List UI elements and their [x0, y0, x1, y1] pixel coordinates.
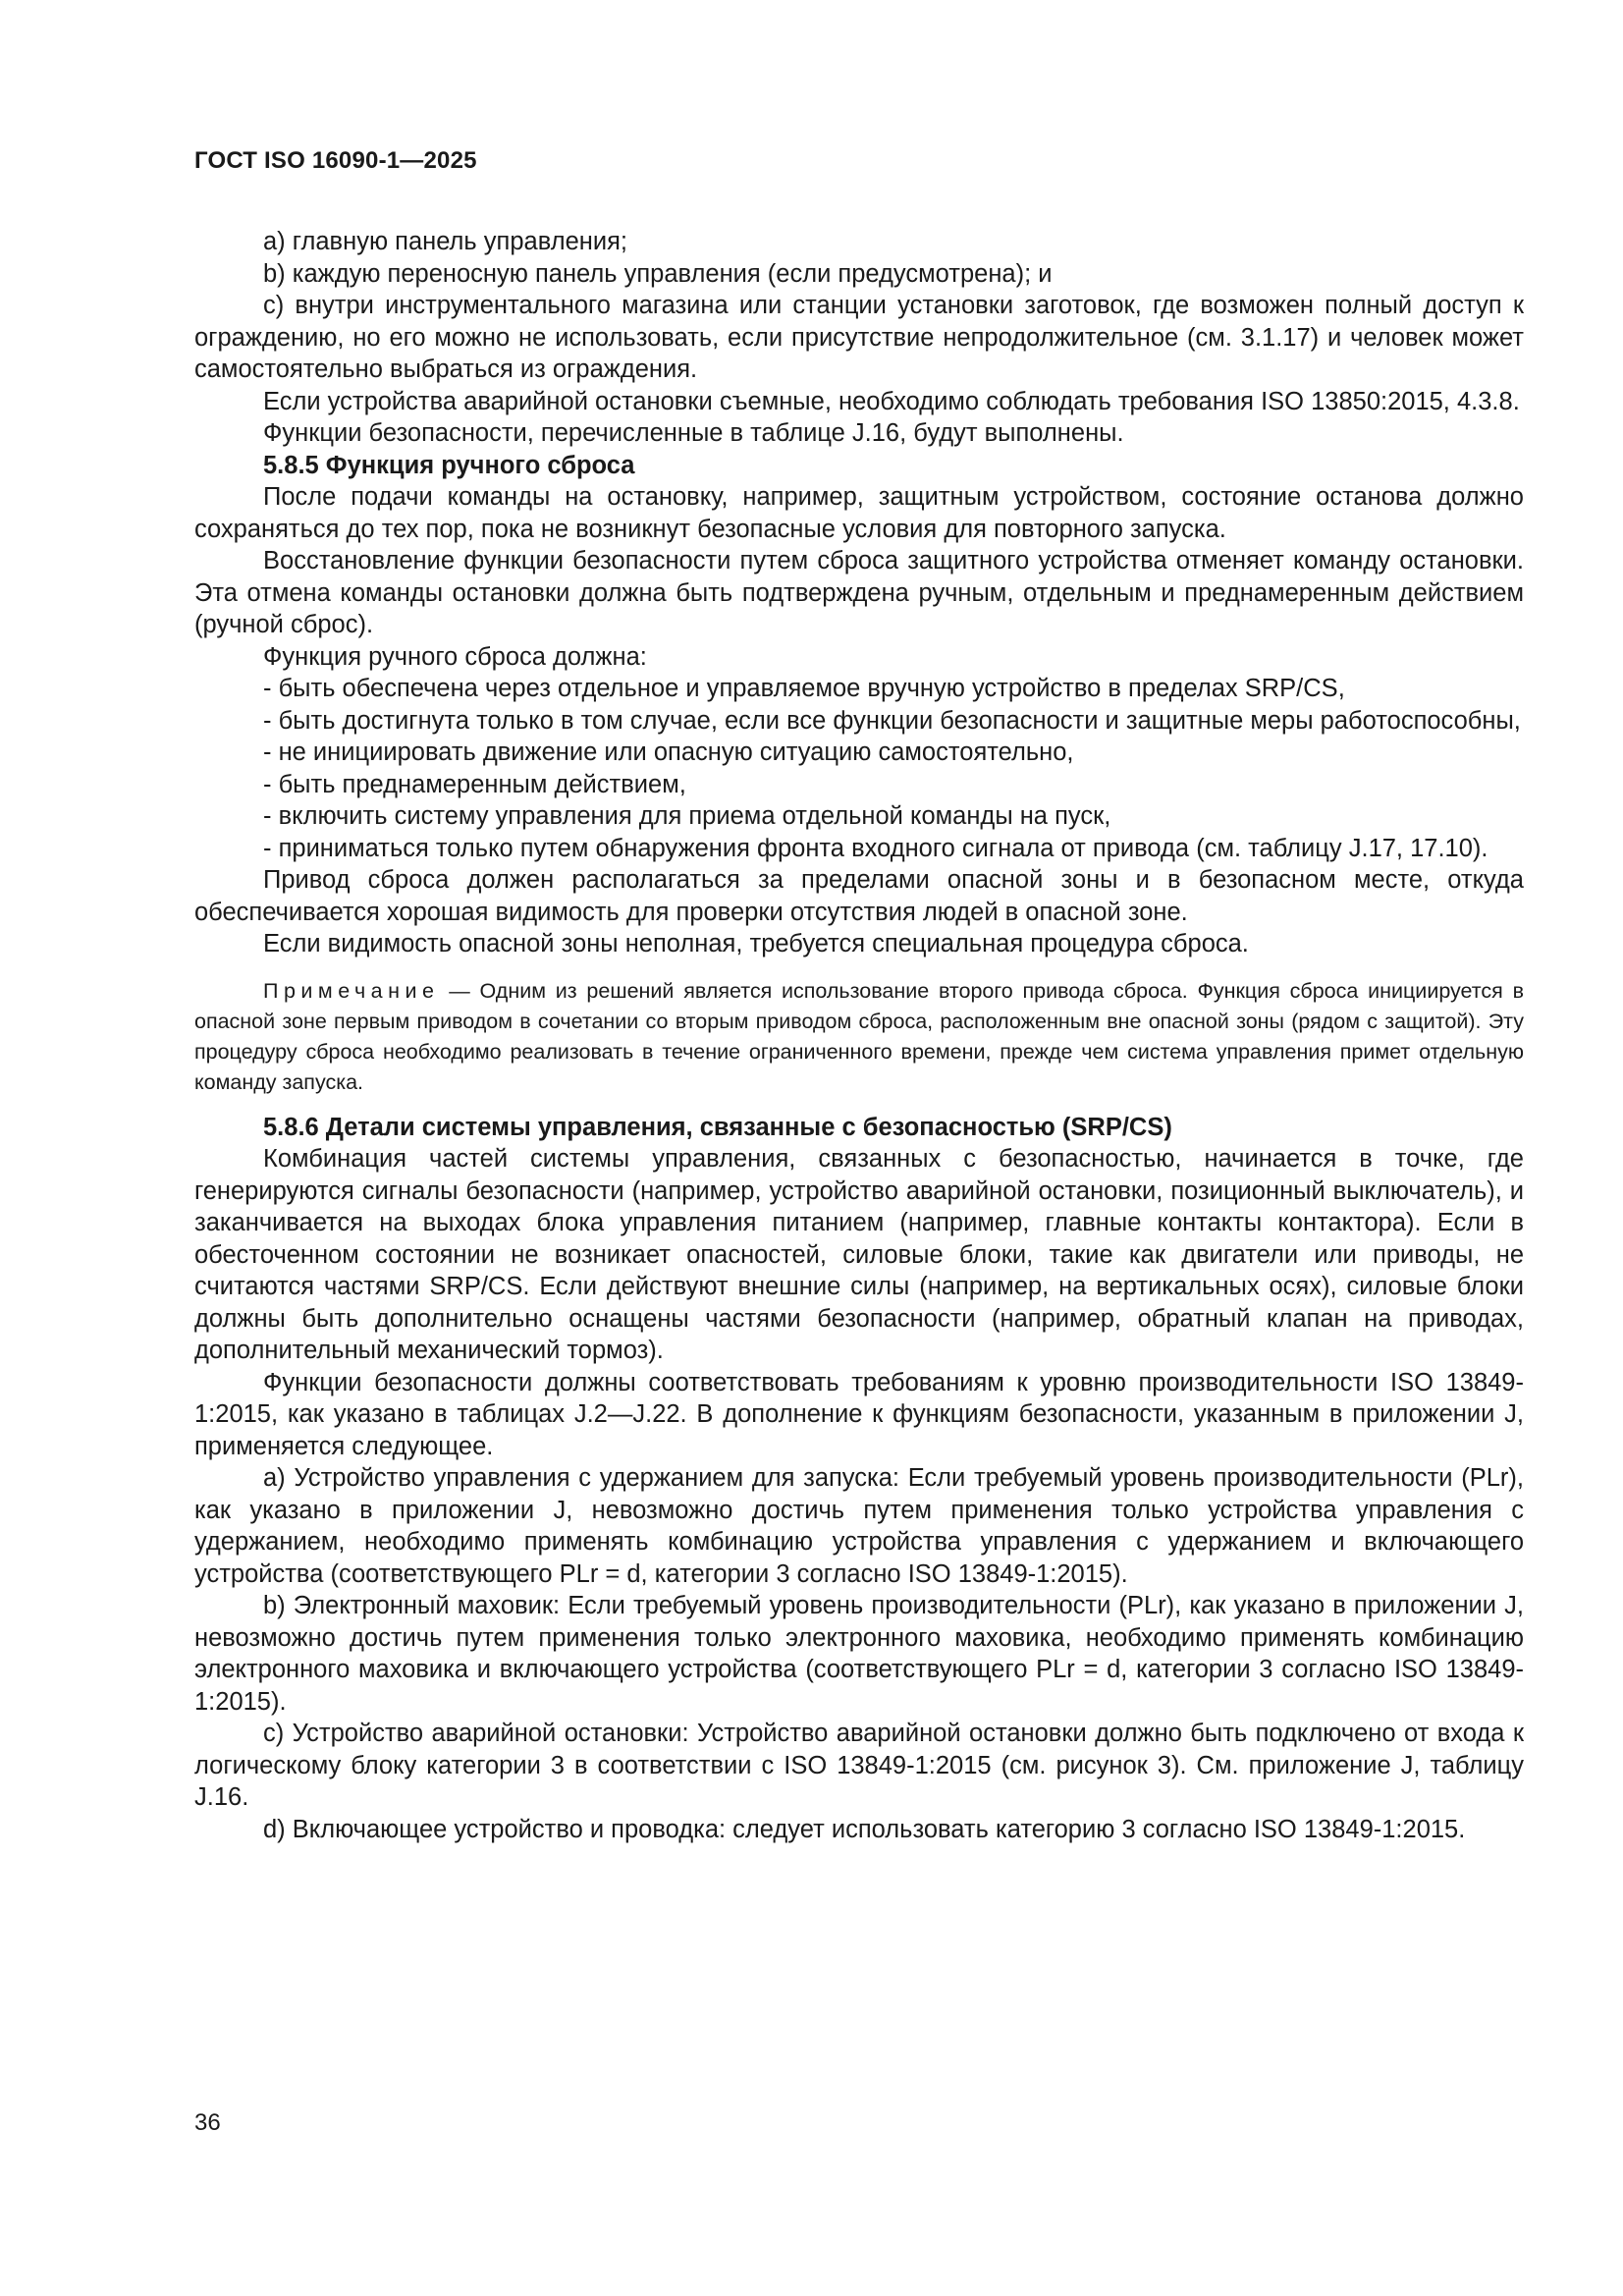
bullet-item: - включить систему управления для приема отдельной команды на пуск,	[263, 802, 1111, 830]
bullet-item: - быть обеспечена через отдельное и управляемое вручную устройство в пределах SRP/CS,	[263, 675, 1345, 702]
paragraph-srpcs-combination: Комбинация частей системы управления, связанных с безопасностью, начинается в точке, где генерируются сигналы безопасности (например, устройство аварийной остановки, позиционный выключатель), и заканчивается на выходах блока управления питанием (например, главные контакты контактора). Если в обесточенном состоянии не возникает опасностей, силовые блоки, такие как двигатели или приводы, не считаются частями SRP/CS. Если действуют внешние силы (например, на вертикальных осях), силовые блоки должны быть дополнительно оснащены частями безопасности (например, обратный клапан на приводах, дополнительный механический тормоз).	[194, 1145, 1524, 1364]
page-body	[194, 226, 1524, 1845]
paragraph-reset-must: Функция ручного сброса должна:	[263, 642, 647, 671]
paragraph-removable-stop: Если устройства аварийной остановки съемные, необходимо соблюдать требования ISO 13850:2015, 4.3.8.	[263, 387, 1520, 415]
list-item-d-enabling-device: d) Включающее устройство и проводка: следует использовать категорию 3 согласно ISO 13849-1:2015.	[263, 1815, 1466, 1843]
list-item-c: c) внутри инструментального магазина или станции установки заготовок, где возможен полный доступ к ограждению, но его можно не использовать, если присутствие непродолжительное (см. 3.1.17) и человек может самостоятельно выбраться из ограждения.	[194, 292, 1524, 383]
list-item-a: a) главную панель управления;	[263, 228, 627, 255]
paragraph-stop-state: После подачи команды на остановку, например, защитным устройством, состояние останова должно сохраняться до тех пор, пока не возникнут безопасные условия для повторного запуска.	[194, 483, 1524, 543]
paragraph-reset-restore: Восстановление функции безопасности путем сброса защитного устройства отменяет команду остановки. Эта отмена команды остановки должна быть подтверждена ручным, отдельным и преднамеренным действием (ручной сброс).	[194, 547, 1524, 638]
section-heading-585: 5.8.5 Функция ручного сброса	[263, 451, 635, 479]
list-item-b-handwheel: b) Электронный маховик: Если требуемый уровень производительности (PLr), как указано в приложении J, невозможно достичь путем применения только электронного маховика, необходимо применять комбинацию электронного маховика и включающего устройства (соответствующего PLr = d, категории 3 согласно ISO 13849-1:2015).	[194, 1592, 1524, 1716]
bullet-item: - приниматься только путем обнаружения фронта входного сигнала от привода (см. таблицу J.17, 17.10).	[263, 834, 1488, 862]
paragraph-visibility: Если видимость опасной зоны неполная, требуется специальная процедура сброса.	[263, 930, 1249, 957]
bullet-item: - быть достигнута только в том случае, если все функции безопасности и защитные меры работоспособны,	[263, 706, 1521, 735]
note-block	[194, 976, 1524, 1098]
note-text: — Одним из решений является использование второго привода сброса. Функция сброса инициируется в опасной зоне первым приводом в сочетании со вторым приводом сброса, расположенным вне опасной зоны (рядом с защитой). Эту процедуру сброса необходимо реализовать в течение ограниченного времени, прежде чем система управления примет отдельную команду запуска.	[194, 978, 1524, 1094]
bullet-item: - быть преднамеренным действием,	[263, 770, 686, 798]
page-number: 36	[194, 2109, 221, 2136]
document-header: ГОСТ ISO 16090-1—2025	[194, 147, 477, 174]
bullet-item: - не инициировать движение или опасную ситуацию самостоятельно,	[263, 738, 1074, 766]
paragraph-performance-level: Функции безопасности должны соответствовать требованиям к уровню производительности ISO 13849-1:2015, как указано в таблицах J.2—J.22. В дополнение к функциям безопасности, указанным в приложении J, применяется следующее.	[194, 1368, 1524, 1460]
list-item-c-emergency-stop: c) Устройство аварийной остановки: Устройство аварийной остановки должно быть подключено от входа к логическому блоку категории 3 в соответствии с ISO 13849-1:2015 (см. рисунок 3). См. приложение J, таблицу J.16.	[194, 1720, 1524, 1811]
section-heading-586: 5.8.6 Детали системы управления, связанные с безопасностью (SRP/CS)	[263, 1113, 1172, 1141]
paragraph-reset-location: Привод сброса должен располагаться за пределами опасной зоны и в безопасном месте, откуда обеспечивается хорошая видимость для проверки отсутствия людей в опасной зоне.	[194, 866, 1524, 926]
paragraph-safety-functions: Функции безопасности, перечисленные в таблице J.16, будут выполнены.	[263, 419, 1124, 447]
list-item-a-hold-to-run: a) Устройство управления с удержанием для запуска: Если требуемый уровень производительности (PLr), как указано в приложении J, невозможно достичь путем применения только устройства управления с удержанием, необходимо применять комбинацию устройства управления с удержанием и включающего устройства (соответствующего PLr = d, категории 3 согласно ISO 13849-1:2015).	[194, 1464, 1524, 1588]
list-item-b: b) каждую переносную панель управления (если предусмотрена); и	[263, 259, 1053, 288]
note-label: Примечание	[263, 978, 440, 1003]
